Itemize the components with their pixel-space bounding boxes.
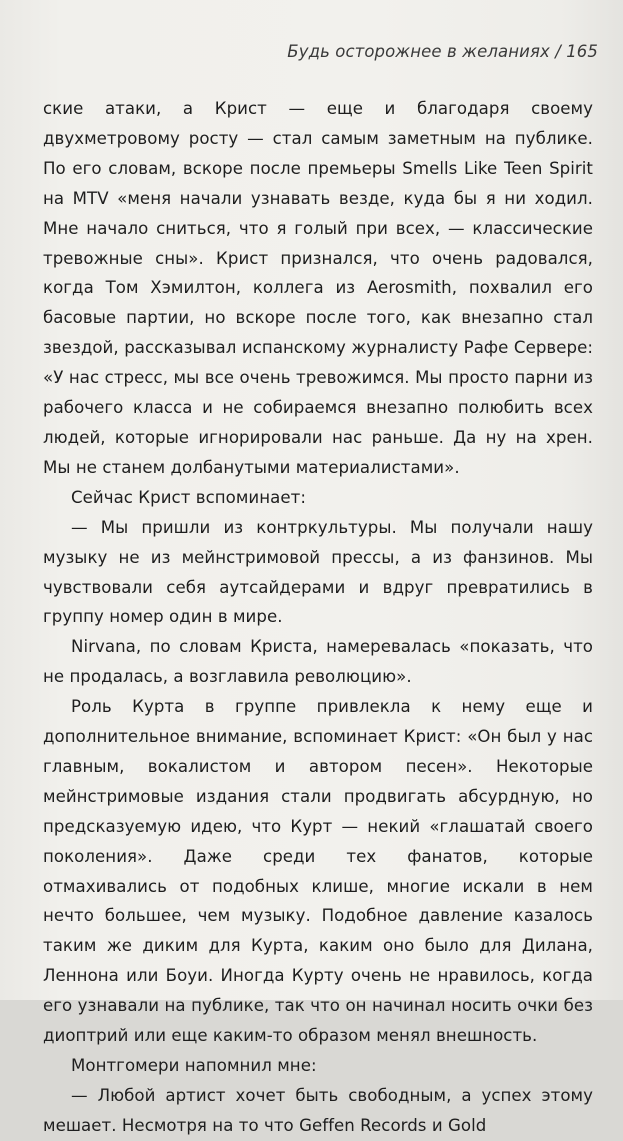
paragraph: Монтгомери напомнил мне: bbox=[71, 1056, 317, 1075]
paragraph: — Мы пришли из контркультуры. Мы получали нашу музыку не из мейнстримовой прессы, а из фанзинов. Мы чувствовали себя аутсайдерами и вдруг превратились в группу номер один в мире. bbox=[43, 517, 593, 627]
paragraph: — Любой артист хочет быть свободным, а успех этому мешает. Несмотря на то что Geffen Records и Gold bbox=[43, 1085, 593, 1135]
paragraph: Роль Курта в группе привлекла к нему еще и дополнительное внимание, вспоминает Крист: «Он был у нас главным, вокалистом и автором песен». Некоторые мейнстримовые издания стали продвигать абсурдную, но предсказуемую идею, что Курт — некий «глашатай своего поколения». Даже среди тех фанатов, которые отмахивались от подобных клише, многие искали в нем нечто большее, чем музыку. Подобное давление казалось таким же диким для Курта, каким оно было для Дилана, Леннона или Боуи. Иногда Курту очень не нравилось, когда его узнавали на публике, так что он начинал носить очки без диоптрий или еще каким-то образом менял внешность. bbox=[43, 697, 593, 1046]
running-head: Будь осторожнее в желаниях / 165 bbox=[287, 42, 598, 61]
body-text bbox=[43, 94, 593, 1141]
paragraph: Сейчас Крист вспоминает: bbox=[71, 487, 307, 507]
paragraph: ские атаки, а Крист — еще и благодаря своему двухметровому росту — стал самым заметным на публике. По его словам, вскоре после премьеры Smells Like Teen Spirit на MTV «меня начали узнавать везде, куда бы я ни ходил. Мне начало сниться, что я голый при всех, — классические тревожные сны». Крист признался, что очень радовался, когда Том Хэмилтон, коллега из Aerosmith, похвалил его басовые партии, но вскоре после того, как внезапно стал звездой, рассказывал испанскому журналисту Рафе Сервере: «У нас стресс, мы все очень тревожимся. Мы просто парни из рабочего класса и не собираемся внезапно полюбить всех людей, которые игнорировали нас раньше. Да ну на хрен. Мы не станем долбанутыми материалистами». bbox=[43, 99, 593, 477]
paragraph: Nirvana, по словам Криста, намеревалась «показать, что не продалась, а возглавила революцию». bbox=[43, 637, 593, 687]
